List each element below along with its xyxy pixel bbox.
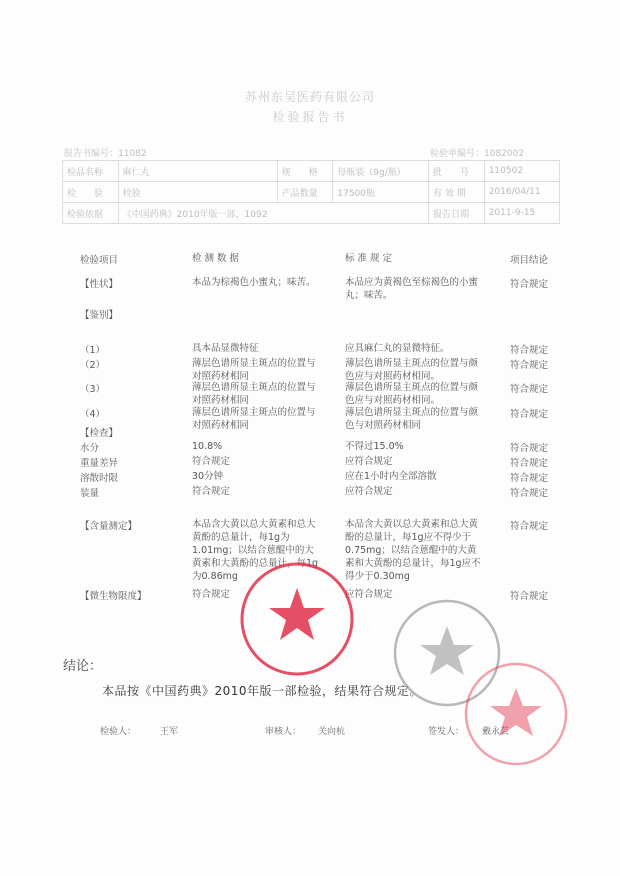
- test-data: 薄层色谱所显主斑点的位置与对照药材相同: [192, 382, 316, 406]
- reviewer-label: 审核人：: [265, 727, 302, 737]
- test-item: 水分: [80, 443, 100, 454]
- test-standard: 应符合规定: [345, 589, 393, 600]
- sample-number: 检验单编号：1082002: [430, 149, 525, 159]
- value: 每瓶装（9g/瓶）: [333, 161, 429, 182]
- value: 2016/04/11: [484, 182, 559, 203]
- reviewer-name: 关向杭: [318, 727, 346, 737]
- test-standard: 薄层色谱所显主斑点的位置与颜色应与对照药材相同。: [345, 358, 479, 382]
- test-result: 符合规定: [510, 521, 549, 532]
- report-number: 报告书编号：11082: [64, 149, 147, 159]
- test-standard: 本品应为黄褐色至棕褐色的小蜜丸；味苦。: [345, 277, 479, 301]
- section-label-text: 【鉴别】: [80, 310, 119, 321]
- test-result: 符合规定: [510, 443, 549, 454]
- test-item: 装量: [80, 488, 100, 499]
- inspector-name: 王军: [160, 727, 179, 737]
- value: 17500瓶: [333, 182, 429, 203]
- test-standard: 应符合规定: [345, 456, 393, 467]
- red-inspection-stamp: [462, 660, 570, 768]
- test-standard: 应符合规定: [345, 486, 393, 497]
- report-title: 检验报告书: [272, 110, 348, 124]
- label: 检验依据: [63, 203, 119, 224]
- test-data: 薄层色谱所显主斑点的位置与对照药材相同: [192, 407, 316, 431]
- column-header: 检验项目: [80, 255, 119, 266]
- issuer-label: 签发人：: [428, 727, 465, 737]
- conclusion-label: 结论：: [63, 659, 103, 674]
- issuer-name: 戴永芸: [482, 727, 510, 737]
- test-item: 重量差异: [80, 458, 119, 469]
- column-header: 检 测 数 据: [192, 253, 240, 264]
- red-quality-stamp: [238, 560, 356, 678]
- label: 批 号: [429, 161, 485, 182]
- test-standard: 不得过15.0%: [345, 441, 404, 452]
- test-item: （3）: [80, 384, 106, 395]
- conclusion-text: 本品按《中国药典》2010年版一部检验，结果符合规定。: [102, 684, 423, 698]
- test-result: 符合规定: [510, 360, 549, 371]
- info-table: [62, 160, 560, 224]
- label: 规 格: [277, 161, 333, 182]
- test-data: 30分钟: [192, 471, 224, 482]
- label: 检品名称: [63, 161, 119, 182]
- value: 检验: [118, 182, 277, 203]
- value: 《中国药典》2010年版一部，1092: [118, 203, 428, 224]
- test-data: 符合规定: [192, 456, 231, 467]
- test-result: 符合规定: [510, 279, 549, 290]
- value: 110502: [484, 161, 559, 182]
- column-header: 项目结论: [510, 255, 549, 266]
- label: 产品数量: [277, 182, 333, 203]
- test-data: 薄层色谱所显主斑点的位置与对照药材相同: [192, 358, 316, 382]
- value: 2011-9-15: [484, 203, 559, 224]
- test-item: （2）: [80, 360, 106, 371]
- inspector-label: 检验人：: [100, 727, 137, 737]
- column-header: 标 准 规 定: [345, 253, 393, 264]
- test-data: 10.8%: [192, 441, 223, 452]
- test-result: 符合规定: [510, 345, 549, 356]
- company-title: 苏州东吴医药有限公司: [244, 90, 375, 104]
- test-item: （1）: [80, 345, 106, 356]
- test-data: 本品含大黄以总大黄素和总大黄酚的总量计，每1g为1.01mg；以结合蒽醌中的大黄素和大黄酚的总量计，每1g为0.86mg: [192, 519, 319, 582]
- value: 麻仁丸: [118, 161, 277, 182]
- label: 有 效 期: [429, 182, 485, 203]
- test-item: 【含量测定】: [80, 521, 138, 532]
- test-item: （4）: [80, 409, 106, 420]
- test-result: 符合规定: [510, 591, 549, 602]
- label: 检 验: [63, 182, 119, 203]
- test-standard: 应在1小时内全部溶散: [345, 471, 437, 482]
- test-result: 符合规定: [510, 409, 549, 420]
- test-result: 符合规定: [510, 458, 549, 469]
- test-standard: 本品含大黄以总大黄素和总大黄酚的总量计，每1g应不得少于0.75mg；以结合蒽醌中的大黄素和大黄酚的总量计，每1g应不得少于0.30mg: [345, 519, 481, 582]
- test-result: 符合规定: [510, 473, 549, 484]
- test-data: 本品为棕褐色小蜜丸；味苦。: [192, 277, 316, 288]
- test-item: 溶散时限: [80, 473, 119, 484]
- test-data: 符合规定: [192, 589, 231, 600]
- section-label-text: 【检查】: [80, 428, 119, 439]
- test-item: 【微生物限度】: [80, 591, 147, 602]
- test-data: 符合规定: [192, 486, 231, 497]
- test-standard: 薄层色谱所显主斑点的位置与颜色应与对照药材相同。: [345, 382, 479, 406]
- label: 报告日期: [429, 203, 485, 224]
- test-result: 符合规定: [510, 384, 549, 395]
- test-result: 符合规定: [510, 488, 549, 499]
- test-standard: 薄层色谱所显主斑点的位置与颜色与对照药材相同: [345, 407, 479, 431]
- section-label-text: 【性状】: [80, 279, 119, 290]
- test-data: 具本品显微特征: [192, 343, 259, 354]
- test-standard: 应具麻仁丸的显微特征。: [345, 343, 450, 354]
